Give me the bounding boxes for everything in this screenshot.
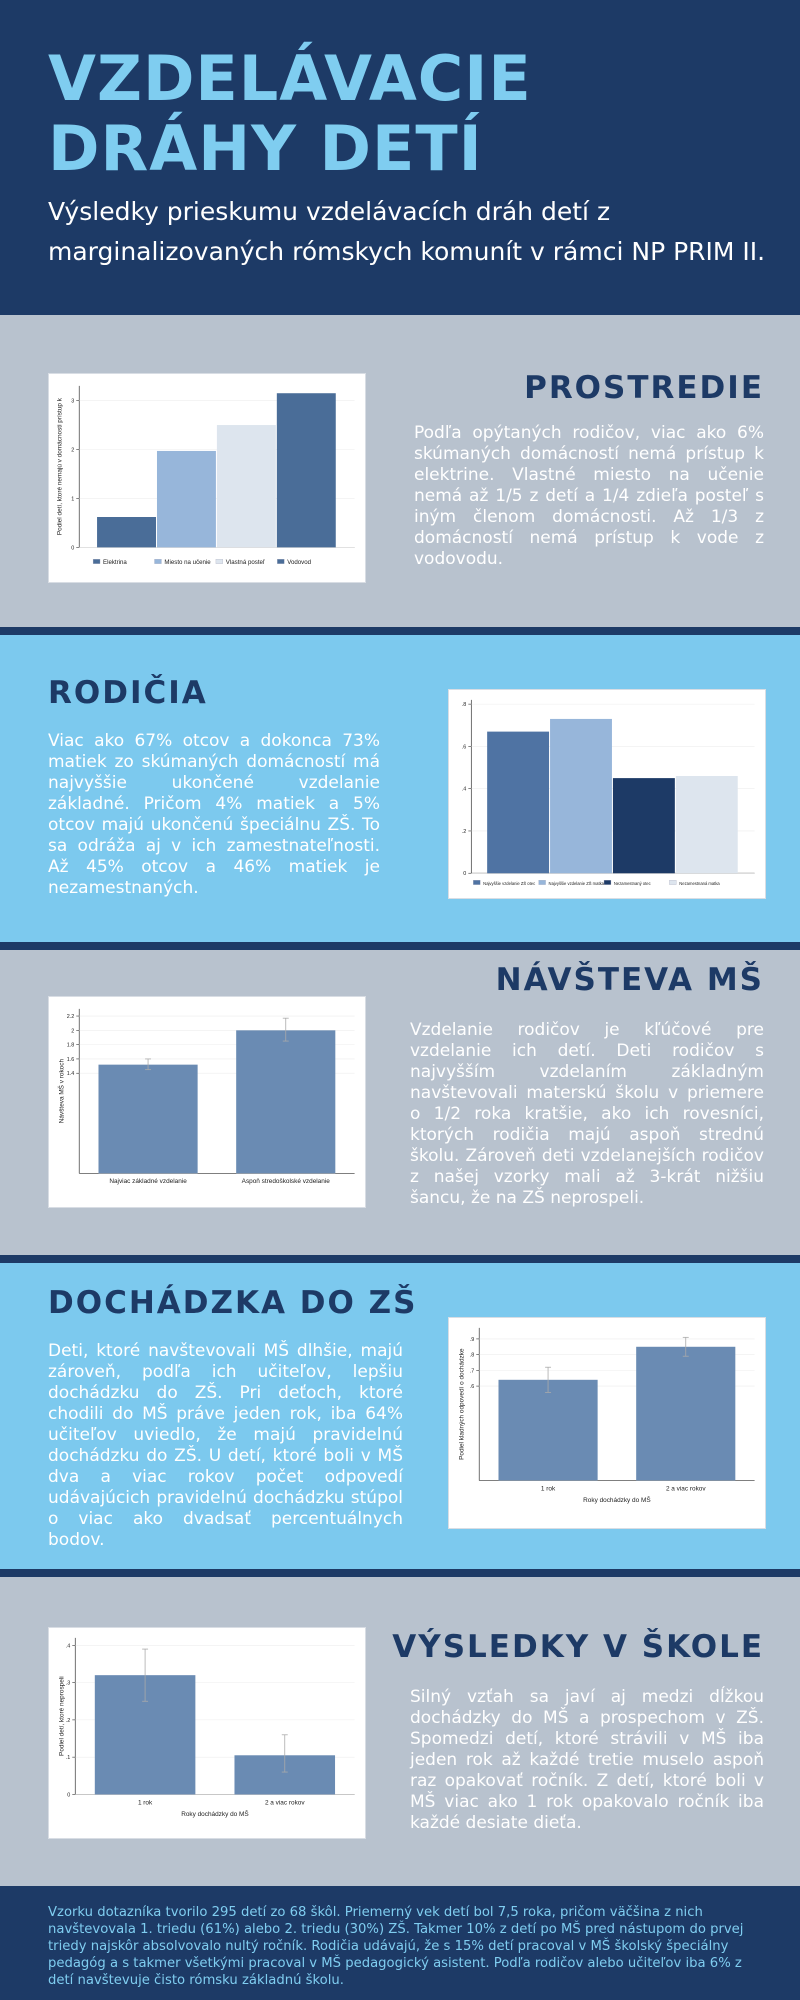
bar (487, 732, 549, 874)
section-title-prostredie: PROSTREDIE (524, 370, 764, 406)
section-prostredie (0, 315, 800, 627)
y-axis-label: Podiel detí, ktoré nemajú v domácnosti prístup k (56, 398, 64, 536)
legend-label: Nezamestnaný otec (613, 881, 651, 887)
chart-card-prostredie (48, 373, 366, 583)
y-tick-label: 1.6 (66, 1056, 75, 1063)
chart-card-rodicia (448, 689, 766, 899)
chart-card-navsteva (48, 996, 366, 1208)
legend-swatch (93, 559, 100, 563)
section-divider (0, 1255, 800, 1263)
chart-vysledky (49, 1628, 365, 1838)
page-title (48, 44, 532, 184)
section-rodicia (0, 635, 800, 942)
x-tick-label: 1 rok (137, 1799, 153, 1807)
section-text-prostredie: Podľa opýtaných rodičov, viac ako 6% skúmaných domácností nemá prístup k elektrine. Vlastné miesto na učenie nemá až 1/5 z detí a 1/4 zdieľa posteľ s iným členom domácnosti. Až 1/3 z domácností nemá prístup k vode z vodovodu. (414, 423, 764, 569)
bar (613, 778, 675, 873)
legend-label: Elektrina (103, 559, 127, 567)
legend-swatch (473, 880, 480, 884)
chart-rodicia (449, 690, 765, 898)
y-tick-label: 1.8 (66, 1042, 75, 1049)
section-divider (0, 627, 800, 635)
chart-card-vysledky (48, 1627, 366, 1839)
x-tick-label: 2 a viac rokov (665, 1485, 706, 1493)
y-tick-label: 1.4 (66, 1071, 75, 1078)
section-dochadzka (0, 1263, 800, 1569)
chart-navsteva (49, 997, 365, 1207)
y-axis-label: Podiel kladných odpovedí o dochádzke (458, 1348, 466, 1460)
y-tick-label: .2 (65, 1717, 71, 1724)
chart-prostredie (49, 374, 365, 582)
section-text-rodicia: Viac ako 67% otcov a dokonca 73% matiek zo skúmaných domácností má najvyššie ukončené vzdelanie základné. Pričom 4% matiek a 5% otcov majú ukončenú špeciálnu ZŠ. To sa odráža aj v ich zamestnateľnosti. Až 45% otcov a 46% matiek je nezamestnaných. (48, 731, 380, 898)
chart-card-dochadzka (448, 1317, 766, 1529)
bar (636, 1347, 735, 1481)
section-navsteva (0, 950, 800, 1255)
bar (98, 1065, 197, 1174)
y-tick-label: 2 (71, 447, 75, 454)
legend-label: Vlastná posteľ (225, 559, 265, 567)
bar (236, 1030, 335, 1173)
y-tick-label: .6 (461, 744, 467, 751)
y-tick-label: 2 (71, 1028, 75, 1035)
bar (217, 425, 276, 547)
legend-label: Nezamestnaná matka (679, 881, 720, 887)
bar (498, 1380, 597, 1481)
y-tick-label: .2 (461, 828, 467, 835)
section-title-rodicia: RODIČIA (48, 675, 208, 711)
x-axis-label: Roky dochádzky do MŠ (181, 1811, 249, 1819)
header-banner (0, 0, 800, 315)
y-tick-label: .4 (461, 786, 467, 793)
y-tick-label: 0 (71, 545, 75, 552)
y-tick-label: 0 (463, 871, 467, 878)
y-tick-label: .9 (469, 1336, 475, 1343)
y-tick-label: .4 (65, 1643, 71, 1650)
bar (676, 776, 738, 873)
title-line-2: DRÁHY DETÍ (48, 112, 483, 185)
bar (157, 451, 216, 547)
x-tick-label: Aspoň stredoškolské vzdelanie (241, 1178, 330, 1186)
legend-label: Najvyššie vzdelanie ZŠ matka (548, 881, 605, 887)
bar (97, 517, 156, 547)
legend-swatch (277, 559, 284, 563)
legend-swatch (604, 880, 611, 884)
legend-swatch (216, 559, 223, 563)
y-tick-label: 1 (71, 496, 75, 503)
y-tick-label: .3 (65, 1680, 71, 1687)
section-text-vysledky: Silný vzťah sa javí aj medzi dĺžkou dochádzky do MŠ a prospechom v ZŠ. Spomedzi detí, ktoré strávili v MŠ iba jeden rok až každé tretie muselo aspoň raz opakovať ročník. Z detí, ktoré boli v MŠ viac ako 1 rok opakovalo ročník iba každé desiate dieťa. (410, 1687, 764, 1833)
y-tick-label: 2.2 (66, 1014, 75, 1021)
section-title-dochadzka: DOCHÁDZKA DO ZŠ (48, 1285, 418, 1321)
y-tick-label: .8 (461, 702, 467, 709)
y-tick-label: .6 (469, 1384, 475, 1391)
y-tick-label: .1 (65, 1755, 71, 1762)
y-axis-label: Návšteva MŠ v rokoch (58, 1058, 66, 1124)
section-divider (0, 942, 800, 950)
section-title-navsteva: NÁVŠTEVA MŠ (495, 962, 764, 998)
x-tick-label: 1 rok (540, 1485, 556, 1493)
y-tick-label: .8 (469, 1352, 475, 1359)
section-vysledky (0, 1577, 800, 1886)
y-tick-label: 0 (67, 1792, 71, 1799)
section-title-vysledky: VÝSLEDKY V ŠKOLE (392, 1629, 764, 1665)
footer (0, 1886, 800, 2000)
title-line-1: VZDELÁVACIE (48, 42, 532, 115)
section-text-navsteva: Vzdelanie rodičov je kľúčové pre vzdelanie ich detí. Deti rodičov s najvyšším vzdelaním základným navštevovali materskú školu v priemere o 1/2 roka kratšie, ako ich rovesníci, ktorých rodičia majú aspoň strednú školu. Zároveň deti vzdelanejších rodičov z našej vzorky mali až 3-krát nižšiu šancu, že na ZŠ neprospeli. (410, 1020, 764, 1208)
footer-note: Vzorku dotazníka tvorilo 295 detí zo 68 škôl. Priemerný vek detí bol 7,5 roka, pričom väčšina z nich navštevovala 1. triedu (61%) alebo 2. triedu (30%) ZŠ. Takmer 10% z detí po MŠ pred nástupom do prvej triedy najskôr absolvovalo nultý ročník. Rodičia udávajú, že s 15% detí pracoval v MŠ školský špeciálny pedagóg a s takmer všetkými pracoval v MŠ pedagogický asistent. Podľa rodičov alebo učiteľov iba 6% z detí navštevuje čisto rómsku základnú školu. (48, 1905, 744, 1988)
x-axis-label: Roky dochádzky do MŠ (583, 1497, 651, 1505)
page-subtitle: Výsledky prieskumu vzdelávacích dráh detí z marginalizovaných rómskych komunít v rámci NP PRIM II. (48, 197, 766, 266)
legend-swatch (155, 559, 162, 563)
x-tick-label: Najviac základné vzdelanie (109, 1178, 187, 1186)
section-text-dochadzka: Deti, ktoré navštevovali MŠ dlhšie, majú zároveň, podľa ich učiteľov, lepšiu dochádzku do ZŠ. Pri deťoch, ktoré chodili do MŠ práve jeden rok, iba 64% učiteľov uviedlo, že majú pravidelnú dochádzku do ZŠ. U detí, ktoré boli v MŠ dva a viac rokov počet odpovedí udávajúcich pravidelnú dochádzku stúpol o viac ako dvadsať percentuálnych bodov. (48, 1341, 403, 1550)
y-tick-label: 3 (71, 398, 75, 405)
legend-label: Vodovod (287, 559, 312, 567)
x-tick-label: 2 a viac rokov (264, 1799, 305, 1807)
legend-swatch (669, 880, 676, 884)
legend-label: Miesto na učenie (164, 559, 211, 567)
legend-swatch (539, 880, 546, 884)
section-divider (0, 1569, 800, 1577)
chart-dochadzka (449, 1318, 765, 1528)
y-axis-label: Podiel detí, ktoré neprospeli (58, 1676, 66, 1756)
legend-label: Najvyššie vzdelanie ZŠ otec (483, 881, 536, 887)
y-tick-label: .7 (469, 1368, 475, 1375)
bar (550, 719, 612, 873)
bar (277, 393, 336, 547)
